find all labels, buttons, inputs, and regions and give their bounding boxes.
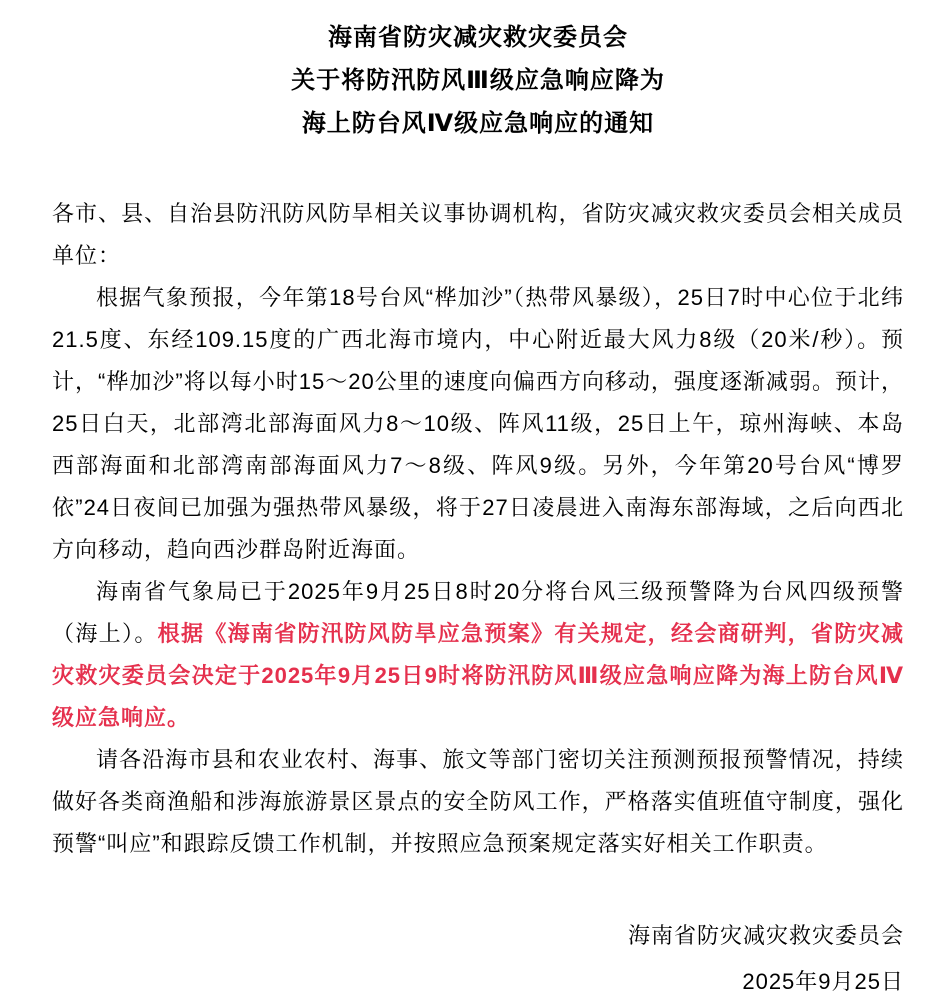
title-line-2: 关于将防汛防风Ⅲ级应急响应降为 xyxy=(291,67,665,94)
paragraph-requirements: 请各沿海市县和农业农村、海事、旅文等部门密切关注预测预报预警情况，持续做好各类商渔船和涉海旅游景区景点的安全防风工作，严格落实值班值守制度，强化预警“叫应”和跟踪反馈工作机制，并按照应急预案规定落实好相关工作职责。 xyxy=(52,747,904,856)
title-line-1: 海南省防灾减灾救灾委员会 xyxy=(328,24,628,51)
issue-date: 2025年9月25日 xyxy=(742,969,904,994)
decision-black-text: 海南省气象局已于2025年9月25日8时20分将台风三级预警降为台风四级预警（海上）。 xyxy=(52,579,904,646)
paragraph-forecast: 根据气象预报，今年第18号台风“桦加沙”（热带风暴级），25日7时中心位于北纬21.5度、东经109.15度的广西北海市境内，中心附近最大风力8级（20米/秒）。预计，“桦加沙”将以每小时15～20公里的速度向偏西方向移动，强度逐渐减弱。预计，25日白天，北部湾北部海面风力8～10级、阵风11级，25日上午，琼州海峡、本岛西部海面和北部湾南部海面风力7～8级、阵风9级。另外，今年第20号台风“博罗依”24日夜间已加强为强热带风暴级，将于27日凌晨进入南海东部海域，之后向西北方向移动，趋向西沙群岛附近海面。 xyxy=(52,285,904,562)
document-body xyxy=(52,193,904,865)
decision-red-highlight: 根据《海南省防汛防风防旱应急预案》有关规定，经会商研判，省防灾减灾救灾委员会决定于2025年9月25日9时将防汛防风Ⅲ级应急响应降为海上防台风Ⅳ级应急响应。 xyxy=(52,621,904,730)
document-title xyxy=(52,16,904,145)
paragraph-decision xyxy=(52,571,904,739)
salutation: 各市、县、自治县防汛防风防旱相关议事协调机构，省防灾减灾救灾委员会相关成员单位： xyxy=(52,201,904,268)
issuer-name: 海南省防灾减灾救灾委员会 xyxy=(627,923,904,948)
title-line-3: 海上防台风Ⅳ级应急响应的通知 xyxy=(301,110,655,137)
signature-block xyxy=(52,913,904,1005)
